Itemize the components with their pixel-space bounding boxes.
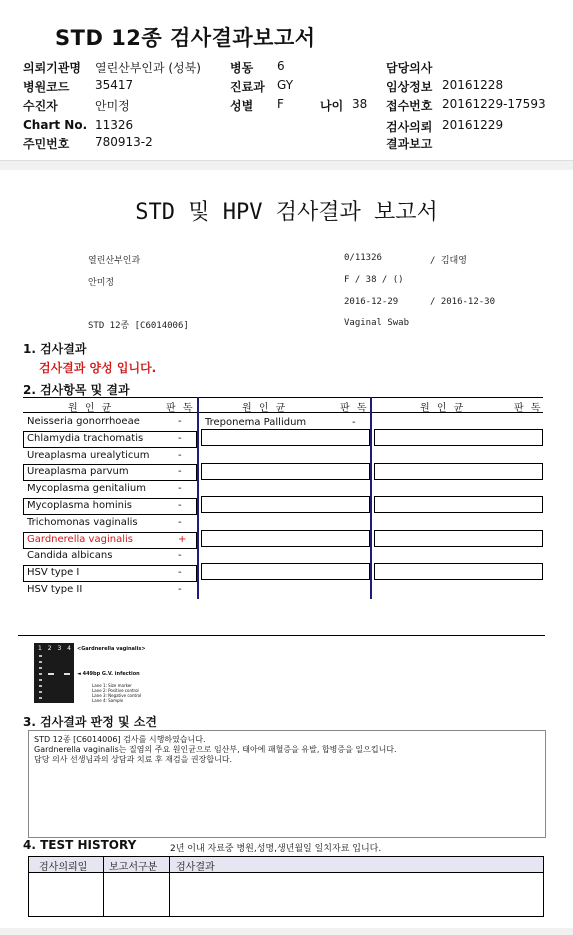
section-1-title: 1. 검사결과 [23,342,87,356]
empty-result-box [201,530,370,547]
value-requester: 열린산부인과 (성북) [95,61,201,75]
empty-result-box [201,463,370,480]
value-chart-no: 11326 [95,118,134,132]
empty-result-box [374,429,543,446]
organism-result: - [178,500,182,511]
organism-name: Mycoplasma genitalium [27,483,146,494]
organism-result: + [178,534,187,545]
gel-divider [18,635,545,636]
gel-image [34,643,74,703]
col1-header: 원 인 균 [68,403,114,414]
col2-result-header: 판 독 [340,403,369,414]
history-col-result: 검사결과 [176,862,215,873]
info-patient: 안미정 [88,278,115,288]
section-2-title: 2. 검사항목 및 결과 [23,383,130,397]
organism-name: Ureaplasma parvum [27,466,129,477]
report-title: STD 및 HPV 검사결과 보고서 [135,200,438,225]
organism-result: - [178,450,182,461]
col1-result-header: 판 독 [166,403,195,414]
label-department: 진료과 [230,80,265,94]
value-department: GY [277,78,294,92]
label-chart-no: Chart No. [23,118,88,132]
comment-box [28,730,546,838]
col2-header: 원 인 균 [242,403,288,414]
label-clinical-info: 임상정보 [386,80,433,94]
gel-caption: <Gardnerella vaginalis> [77,646,146,652]
organism-name: HSV type I [27,567,80,578]
empty-result-box [374,463,543,480]
history-col-divider [169,857,170,916]
history-col-type: 보고서구분 [109,862,158,873]
organism-result: - [178,466,182,477]
value-resident-no: 780913-2 [95,135,153,149]
organism-result: - [178,433,182,444]
info-date-received: 2016-12-29 [344,297,399,307]
col3-result-header: 판 독 [514,403,543,414]
value-receipt-no: 20161229-17593 [442,97,546,111]
section-3-title: 3. 검사결과 판정 및 소견 [23,715,157,729]
history-note: 2년 이내 자료중 병원,성명,생년월일 일치자료 입니다. [170,844,382,854]
gel-legend-line: Lane 1: Size marker [92,683,132,688]
page-title: STD 12종 검사결과보고서 [55,26,316,50]
organism-name: Mycoplasma hominis [27,500,132,511]
empty-result-box [374,496,543,513]
empty-result-box [374,563,543,580]
label-request-date: 검사의뢰 [386,120,433,134]
info-sex-age: F / 38 / () [344,275,404,285]
history-header-row [29,857,543,873]
empty-result-box [201,429,370,446]
value-patient: 안미정 [95,99,130,113]
organism-name: Chlamydia trachomatis [27,433,144,444]
organism-result: - [352,417,356,428]
label-receipt-no: 접수번호 [386,99,433,113]
label-hospital-code: 병원코드 [23,80,70,94]
organism-result: - [178,483,182,494]
label-ward: 병동 [230,61,254,75]
empty-result-box [201,563,370,580]
table-top-line [23,397,543,398]
label-sex: 성별 [230,99,254,113]
gel-legend-line: Lane 2: Positive control [92,688,139,693]
comment-line: 담당 의사 선생님과의 상담과 치료 후 재검을 권장합니다. [34,755,233,764]
label-report-date: 결과보고 [386,137,433,151]
empty-result-box [374,530,543,547]
history-col-divider [103,857,104,916]
label-requester: 의뢰기관명 [23,61,81,75]
value-age: 38 [352,97,368,111]
organism-name: Trichomonas vaginalis [27,517,138,528]
organism-result: - [178,416,182,427]
label-patient: 수진자 [23,99,58,113]
gel-band-sample [64,673,70,675]
result-summary: 검사결과 양성 입니다. [39,361,157,375]
organism-name: Candida albicans [27,550,113,561]
label-doctor: 담당의사 [386,61,433,75]
organism-result: - [178,550,182,561]
gel-arrow-label: ◄ 449bp G.V. infection [77,671,140,677]
organism-name: Ureaplasma urealyticum [27,450,150,461]
gel-legend-line: Lane 3: Negative control [92,693,142,698]
comment-line: STD 12종 [C6014006] 검사를 시행하였습니다. [34,735,206,744]
info-specimen: Vaginal Swab [344,318,410,328]
value-clinical-info: 20161228 [442,78,504,92]
organism-result: - [178,517,182,528]
value-ward: 6 [277,59,285,73]
value-request-date: 20161229 [442,118,504,132]
col3-header: 원 인 균 [420,403,466,414]
info-chart: 0/11326 [344,253,382,263]
gel-band-positive [48,673,54,675]
info-doctor: / 김대영 [430,256,467,266]
history-table [28,856,544,917]
gel-legend [92,683,141,703]
gel-ladder-band [39,655,42,699]
gel-legend-line: Lane 4: Sample [92,698,124,703]
info-hospital: 열린산부인과 [88,256,141,266]
organism-result: - [178,567,182,578]
section-4-title: 4. TEST HISTORY [23,838,137,852]
organism-name: HSV type II [27,584,83,595]
organism-result: - [178,584,182,595]
history-col-date: 검사의뢰일 [39,862,88,873]
column-divider-2 [370,397,372,599]
comment-text [34,735,397,765]
label-age: 나이 [320,99,344,113]
info-test: STD 12종 [C6014006] [88,321,189,331]
column-divider-1 [197,397,199,599]
comment-line: Gardnerella vaginalis는 질염의 주요 원인균으로 임산부, 태아에 패혈증을 유발, 합병증을 일으킵니다. [34,745,397,754]
info-date-reported: / 2016-12-30 [430,297,496,307]
value-hospital-code: 35417 [95,78,134,92]
empty-result-box [201,496,370,513]
organism-name: Neisseria gonorrhoeae [27,416,140,427]
organism-name: Treponema Pallidum [205,417,307,428]
label-resident-no: 주민번호 [23,137,70,151]
organism-name: Gardnerella vaginalis [27,534,133,545]
value-sex: F [277,97,284,111]
gel-lane-numbers: 1 2 3 4 [38,645,73,652]
